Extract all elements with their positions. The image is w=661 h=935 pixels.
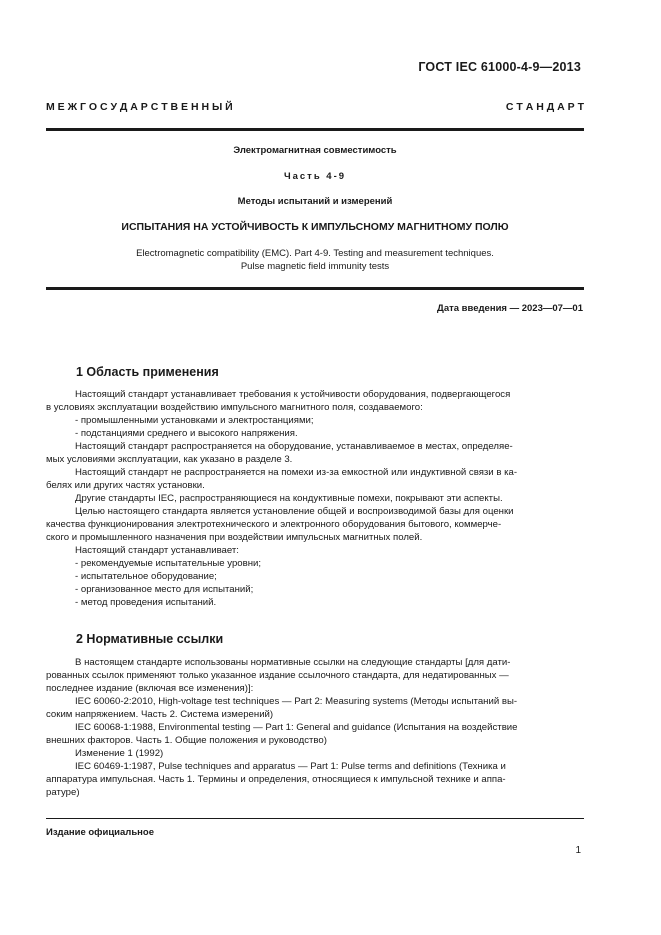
text-line: качества функционирования электротехнического и электронного оборудования бытового, коммерче- [46,519,502,530]
subtitle-methods: Методы испытаний и измерений [237,196,393,207]
text-line: Настоящий стандарт устанавливает: [75,545,239,556]
text-line: - рекомендуемые испытательные уровни; [75,558,262,569]
page-number: 1 [575,845,581,856]
text-line: - подстанциями среднего и высокого напряжения. [75,428,298,439]
section-2-heading: 2 Нормативные ссылки [76,632,224,646]
text-line: IEC 60060-2:2010, High-voltage test techniques — Part 2: Measuring systems (Методы испытаний вы- [75,696,518,707]
text-line: последнее издание (включая все изменения)]: [46,683,254,694]
text-line: - испытательное оборудование; [75,571,217,582]
section-1-heading: 1 Область применения [76,365,219,379]
text-line: Целью настоящего стандарта является установление общей и воспроизводимой базы для оценки [75,506,514,517]
text-line: внешних факторов. Часть 1. Общие положения и руководство) [46,735,327,746]
subtitle-emc: Электромагнитная совместимость [233,145,397,156]
text-line: Настоящий стандарт устанавливает требования к устойчивости оборудования, подвергающегося [75,389,511,400]
text-line: Настоящий стандарт не распространяется на помехи из-за емкостной или индуктивной связи в ка- [75,467,518,478]
banner-word-standard: С Т А Н Д А Р Т [505,101,584,113]
title-divider [46,287,584,290]
document-title: ИСПЫТАНИЯ НА УСТОЙЧИВОСТЬ К ИМПУЛЬСНОМУ МАГНИТНОМУ ПОЛЮ [121,221,509,233]
text-line: рованных ссылок применяют только указанное издание ссылочного стандарта, для недатированных — [46,670,509,681]
text-line: ратуре) [46,787,80,798]
section-2-body [46,656,584,799]
top-divider [46,128,584,131]
text-line: В настоящем стандарте использованы нормативные ссылки на следующие стандарты [для дати- [75,657,511,668]
english-title-line1: Electromagnetic compatibility (EMC). Part 4-9. Testing and measurement techniques. [136,248,494,259]
footer-divider [46,818,584,819]
english-title [46,247,584,273]
standard-banner [46,101,584,113]
text-line: белях или других частях установки. [46,480,205,491]
introduction-date: Дата введения — 2023—07—01 [437,303,583,314]
subtitle-part: Часть 4-9 [283,171,347,182]
text-line: Настоящий стандарт распространяется на оборудование, устанавливаемое в местах, определяе- [75,441,513,452]
text-line: IEC 60068-1:1988, Environmental testing — Part 1: General and guidance (Испытания на воздействие [75,722,518,733]
text-line: ского и промышленного назначения при воздействии импульсных магнитных полей. [46,532,423,543]
banner-word-interstate: М Е Ж Г О С У Д А Р С Т В Е Н Н Ы Й [46,101,233,113]
text-line: - организованное место для испытаний; [75,584,254,595]
text-line: аппаратура импульсная. Часть 1. Термины и определения, относящиеся к импульсной технике и аппа- [46,774,506,785]
text-line: - промышленными установками и электростанциями; [75,415,314,426]
text-line: IEC 60469-1:1987, Pulse techniques and apparatus — Part 1: Pulse terms and definitions (Техника и [75,761,506,772]
text-line: в условиях эксплуатации воздействию импульсного магнитного поля, создаваемого: [46,402,423,413]
section-1-body [46,388,584,609]
text-line: - метод проведения испытаний. [75,597,217,608]
document-code: ГОСТ IEC 61000-4-9—2013 [418,60,581,74]
english-title-line2: Pulse magnetic field immunity tests [240,261,390,272]
text-line: Изменение 1 (1992) [75,748,164,759]
official-edition-label: Издание официальное [46,827,154,838]
text-line: соким напряжением. Часть 2. Система измерений) [46,709,274,720]
text-line: Другие стандарты IEC, распространяющиеся на кондуктивные помехи, покрывают эти аспекты. [75,493,503,504]
text-line: мых условиями эксплуатации, как указано в разделе 3. [46,454,293,465]
